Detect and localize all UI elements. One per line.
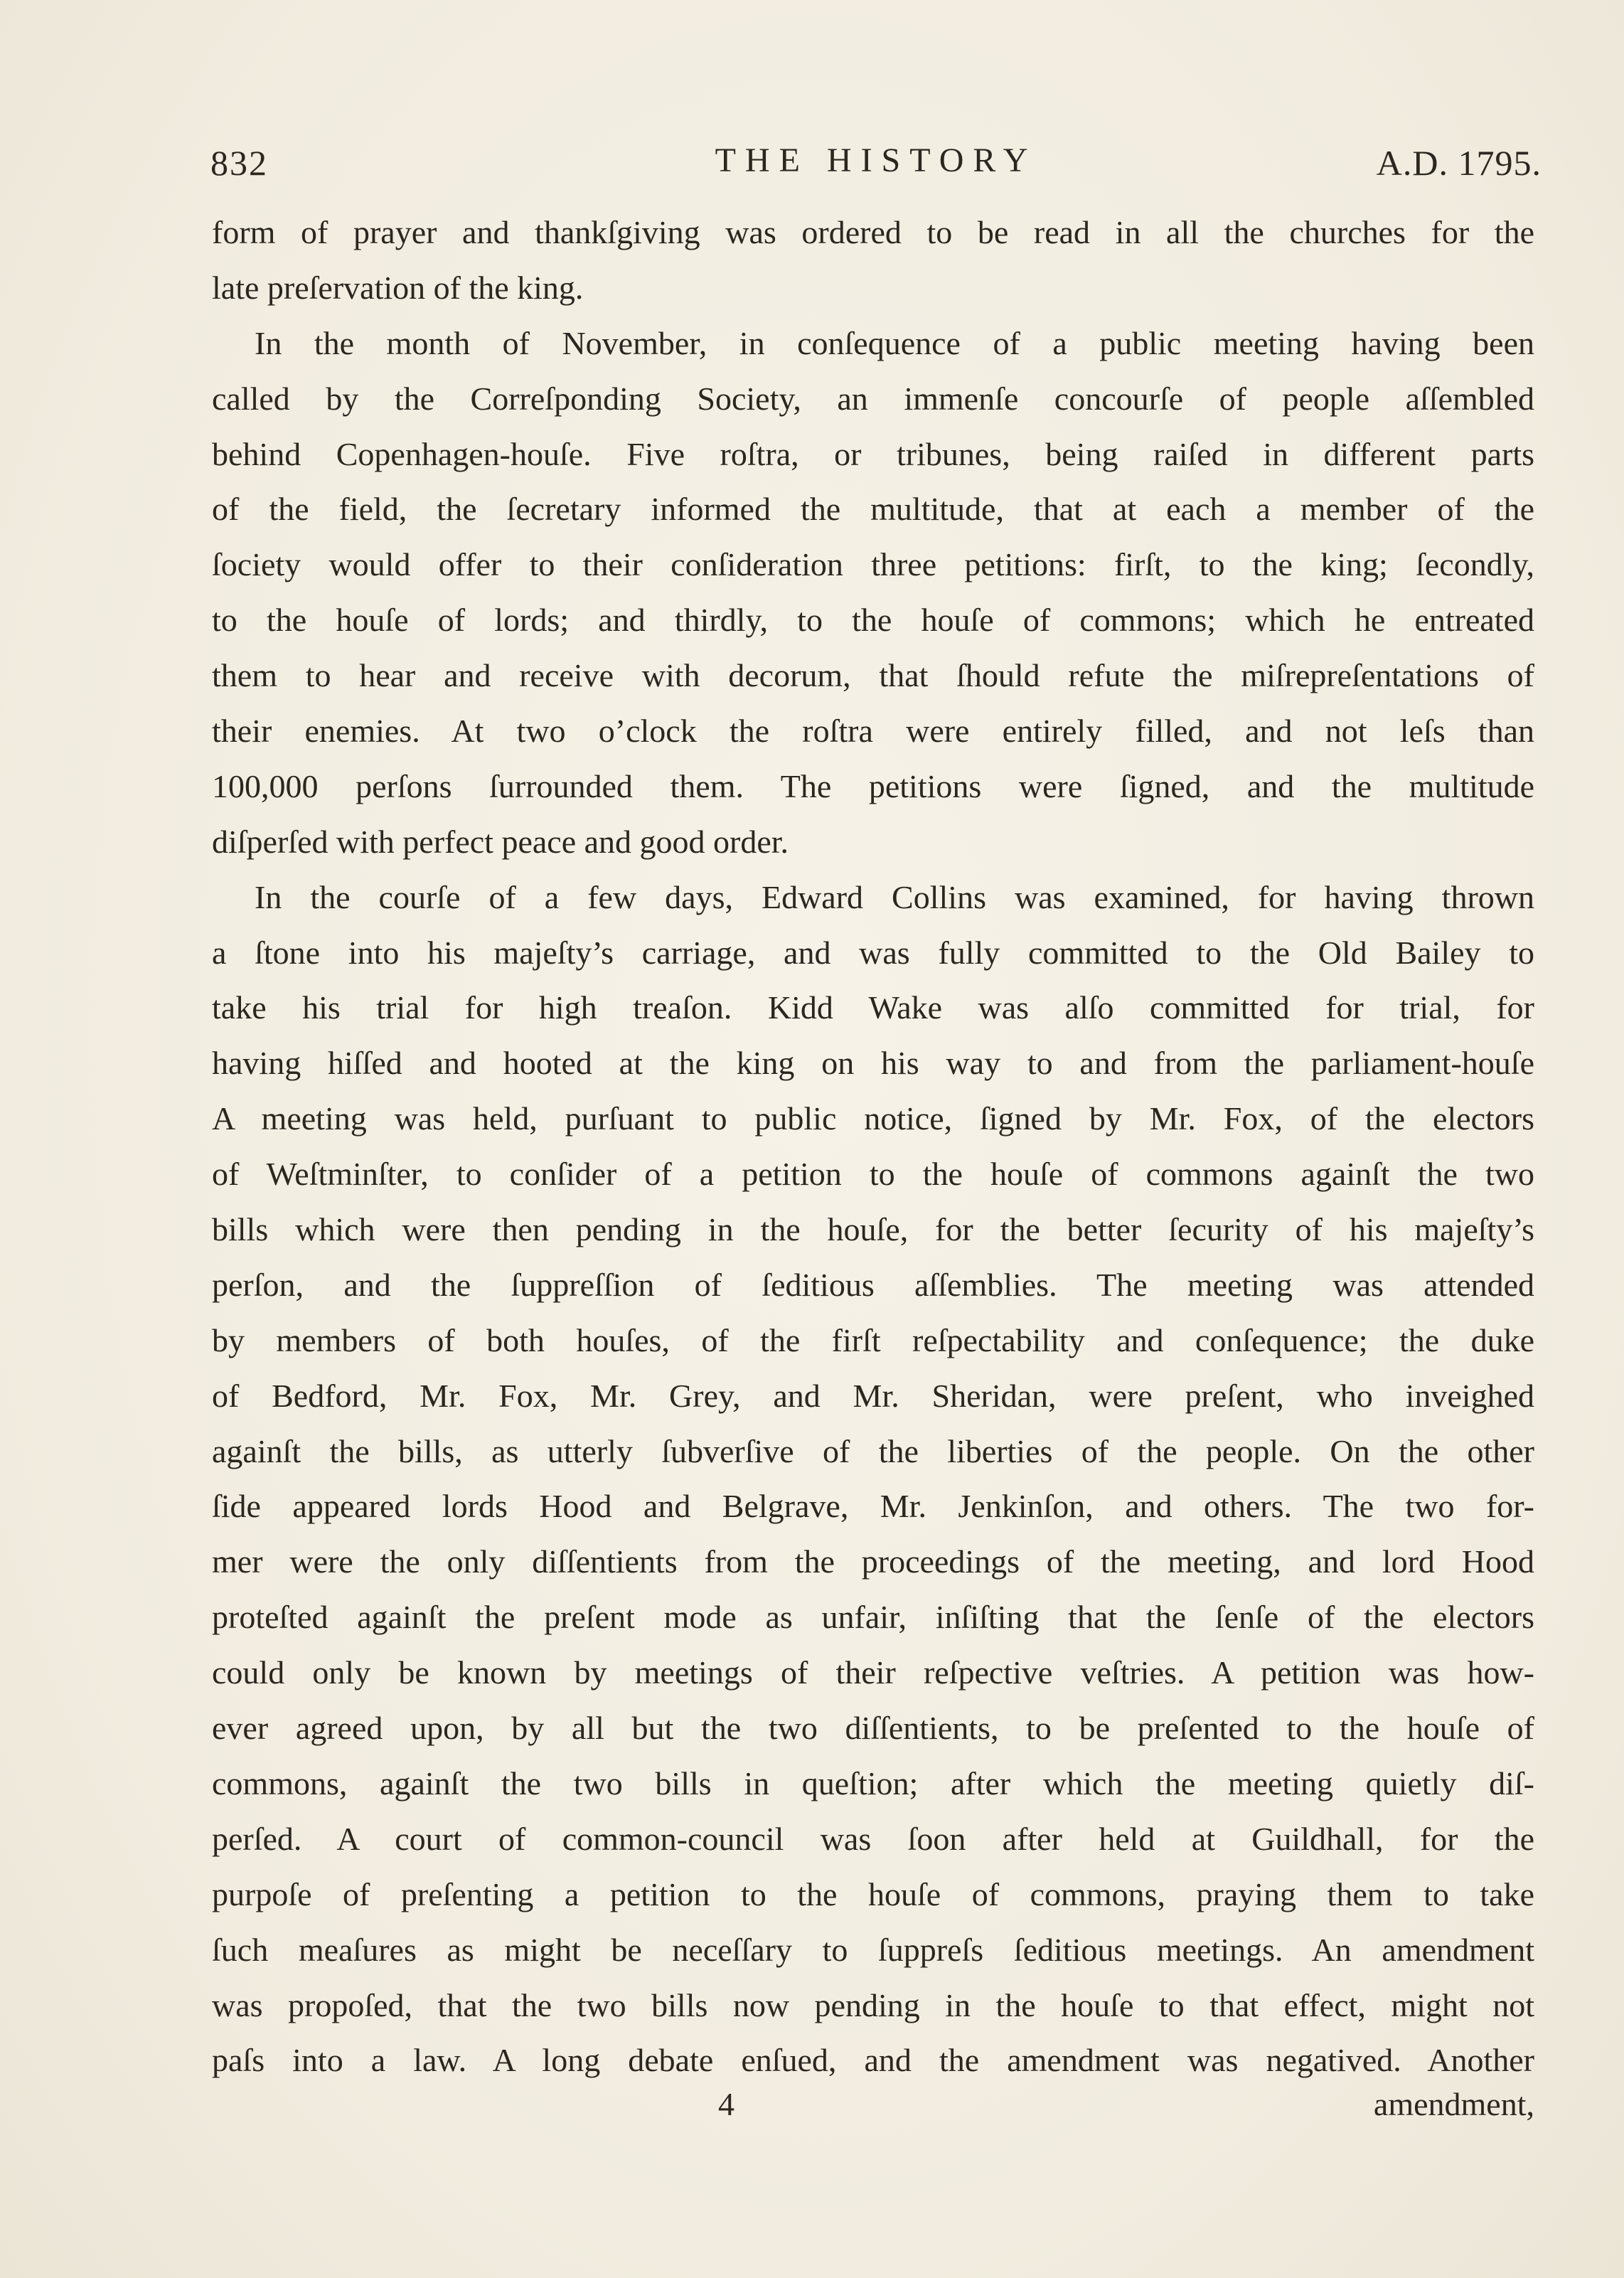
text-line: In the month of November, in conſequence of a public meeting having been <box>255 324 1534 361</box>
text-line: proteſted againſt the preſent mode as unfair, inſiſting that the ſenſe of the electors <box>212 1599 1534 1636</box>
text-line: could only be known by meetings of their reſpective veſtries. A petition was how- <box>212 1654 1534 1691</box>
text-line: of Bedford, Mr. Fox, Mr. Grey, and Mr. Sheridan, were preſent, who inveighed <box>212 1377 1534 1414</box>
text-line: of Weſtminſter, to conſider of a petition to the houſe of commons againſt the two <box>212 1156 1534 1193</box>
text-line: In the courſe of a few days, Edward Collins was examined, for having thrown <box>255 878 1534 915</box>
page-footer <box>212 2085 1534 2135</box>
text-line: ever agreed upon, by all but the two diſſentients, to be preſented to the houſe of <box>212 1710 1534 1747</box>
text-line: purpoſe of preſenting a petition to the houſe of commons, praying them to take <box>212 1875 1534 1912</box>
text-line: to the houſe of lords; and thirdly, to the houſe of commons; which he entreated <box>212 602 1534 639</box>
text-line: diſperſed with perfect peace and good order. <box>212 823 789 860</box>
text-line: of the field, the ſecretary informed the multitude, that at each a member of the <box>212 491 1534 528</box>
text-line: ſide appeared lords Hood and Belgrave, Mr. Jenkinſon, and others. The two for- <box>212 1488 1534 1525</box>
text-line: perſon, and the ſuppreſſion of ſeditious aſſemblies. The meeting was attended <box>212 1266 1534 1303</box>
text-line: bills which were then pending in the houſe, for the better ſecurity of his majeſty’s <box>212 1211 1534 1248</box>
text-line: take his trial for high treaſon. Kidd Wake was alſo committed for trial, for <box>212 989 1534 1026</box>
text-line: called by the Correſponding Society, an immenſe concourſe of people aſſembled <box>212 380 1534 417</box>
text-line: form of prayer and thankſgiving was ordered to be read in all the churches for the <box>212 214 1534 250</box>
running-year: A.D. 1795. <box>1376 143 1542 183</box>
text-line: having hiſſed and hooted at the king on his way to and from the parliament-houſe <box>212 1045 1534 1082</box>
text-line: ſociety would offer to their conſideration three petitions: firſt, to the king; ſecondly, <box>212 546 1534 583</box>
text-line: by members of both houſes, of the firſt reſpectability and conſequence; the duke <box>212 1321 1534 1358</box>
text-line: A meeting was held, purſuant to public notice, ſigned by Mr. Fox, of the electors <box>212 1100 1534 1137</box>
running-title: THE HISTORY <box>715 142 1037 179</box>
text-line: paſs into a law. A long debate enſued, and the amendment was negatived. Another <box>212 2042 1534 2079</box>
text-line: perſed. A court of common-council was ſoon after held at Guildhall, for the <box>212 1820 1534 1857</box>
text-line: commons, againſt the two bills in queſtion; after which the meeting quietly diſ- <box>212 1765 1534 1801</box>
running-head <box>210 135 1542 192</box>
text-line: them to hear and receive with decorum, that ſhould refute the miſrepreſentations of <box>212 657 1534 694</box>
page-number: 832 <box>210 143 268 183</box>
text-line: was propoſed, that the two bills now pending in the houſe to that effect, might not <box>212 1986 1534 2023</box>
signature-mark: 4 <box>718 2086 734 2122</box>
catchword: amendment, <box>1373 2086 1534 2122</box>
text-line: behind Copenhagen-houſe. Five roſtra, or tribunes, being raiſed in different parts <box>212 435 1534 472</box>
text-line: a ſtone into his majeſty’s carriage, and was fully committed to the Old Bailey to <box>212 934 1534 971</box>
text-line: late preſervation of the king. <box>212 269 584 306</box>
body-text <box>212 205 1534 2088</box>
text-line: 100,000 perſons ſurrounded them. The petitions were ſigned, and the multitude <box>212 767 1534 804</box>
text-line: againſt the bills, as utterly ſubverſive of the liberties of the people. On the other <box>212 1432 1534 1469</box>
text-line: their enemies. At two o’clock the roſtra were entirely filled, and not leſs than <box>212 713 1534 750</box>
text-line: ſuch meaſures as might be neceſſary to ſuppreſs ſeditious meetings. An amendment <box>212 1931 1534 1968</box>
text-line: mer were the only diſſentients from the proceedings of the meeting, and lord Hood <box>212 1543 1534 1580</box>
